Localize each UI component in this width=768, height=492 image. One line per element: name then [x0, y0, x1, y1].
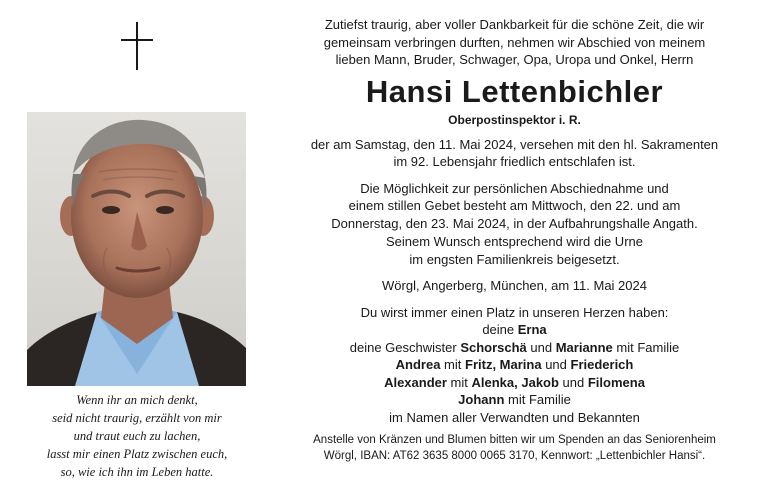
death-notice-line: der am Samstag, den 11. Mai 2024, versehen mit den hl. Sakramenten — [310, 136, 719, 152]
death-notice — [266, 136, 763, 171]
poem-line: und traut euch zu lachen, — [73, 429, 201, 443]
donation-line: Anstelle von Kränzen und Blumen bitten wir um Spenden an das Seniorenheim — [313, 434, 716, 446]
poem — [20, 391, 254, 481]
child-name: Alexander — [384, 374, 447, 390]
family-line-child: Alexander mit Alenka, Jakob und Filomena — [384, 374, 645, 390]
family-list — [266, 321, 763, 426]
deceased-title: Oberpostinspektor i. R. — [448, 112, 581, 127]
burial-line: im engsten Familienkreis beigesetzt. — [409, 251, 620, 267]
family-closing: im Namen aller Verwandten und Bekannten — [389, 409, 640, 425]
farewell-line: Donnerstag, den 23. Mai 2024, in der Aufbahrungshalle Angath. — [331, 215, 698, 231]
intro-line: gemeinsam verbringen durften, nehmen wir Abschied von meinem — [323, 34, 706, 50]
place-date: Wörgl, Angerberg, München, am 11. Mai 2024 — [382, 278, 647, 293]
grandchild-names: Fritz, Marina — [465, 357, 542, 372]
grandchild-name: Friederich — [570, 357, 634, 372]
grandchild-name: Filomena — [587, 374, 645, 390]
heart-line: Du wirst immer einen Platz in unseren Herzen haben: — [360, 304, 669, 320]
obituary-text — [266, 16, 763, 464]
portrait-photo — [27, 112, 246, 386]
death-notice-line: im 92. Lebensjahr friedlich entschlafen ist. — [393, 154, 636, 169]
intro-paragraph — [266, 16, 763, 69]
poem-line: seid nicht traurig, erzählt von mir — [52, 411, 222, 425]
child-name: Johann — [458, 392, 505, 407]
poem-line: Wenn ihr an mich denkt, — [76, 393, 198, 407]
sibling-name: Schorschä — [460, 339, 527, 355]
sibling-name: Marianne — [555, 339, 613, 355]
farewell-line: einem stillen Gebet besteht am Mittwoch, den 22. und am — [348, 198, 681, 213]
family-line-child: Johann mit Familie — [458, 392, 571, 407]
intro-line: Zutiefst traurig, aber voller Dankbarkeit für die schöne Zeit, die wir — [324, 17, 705, 32]
family-line-wife: deine Erna — [482, 322, 547, 337]
family-line-siblings: deine Geschwister Schorschä und Marianne mit Familie — [349, 339, 680, 355]
grandchild-names: Alenka, Jakob — [471, 374, 559, 390]
poem-line: lasst mir einen Platz zwischen euch, — [46, 447, 228, 461]
child-name: Andrea — [395, 357, 441, 372]
farewell-line: Die Möglichkeit zur persönlichen Abschiednahme und — [360, 180, 669, 196]
family-line-child: Andrea mit Fritz, Marina und Friederich — [395, 357, 634, 372]
burial-notice — [266, 233, 763, 268]
farewell-notice — [266, 180, 763, 233]
intro-line: lieben Mann, Bruder, Schwager, Opa, Uropa und Onkel, Herrn — [335, 52, 694, 67]
burial-line: Seinem Wunsch entsprechend wird die Urne — [385, 234, 643, 249]
cross-icon — [121, 22, 153, 70]
donation-line: Wörgl, IBAN: AT62 3635 8000 0065 3170, Kennwort: „Lettenbichler Hansi“. — [323, 450, 706, 462]
donation-notice — [266, 432, 763, 464]
wife-name: Erna — [517, 322, 547, 337]
deceased-name: Hansi Lettenbichler — [365, 73, 664, 109]
poem-line: so, wie ich ihn im Leben hatte. — [60, 465, 214, 479]
